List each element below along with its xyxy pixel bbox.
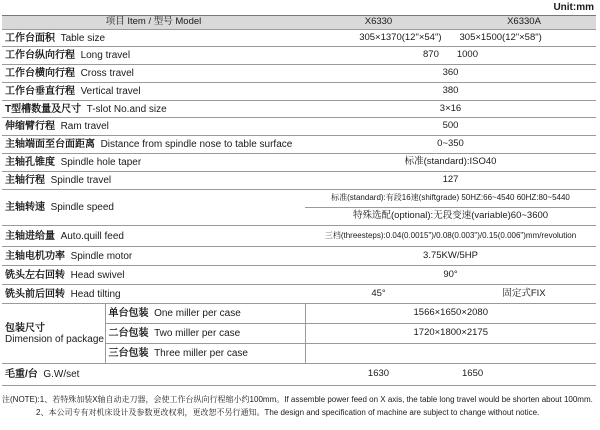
row-value: 1720×1800×2175 — [305, 324, 596, 344]
package-sub-label: 单台包装 One miller per case — [105, 304, 305, 324]
row-label: 工作台横向行程 Cross travel — [2, 65, 305, 83]
table-row — [2, 172, 596, 190]
row-label: 主轴孔锥度 Spindle hole taper — [2, 154, 305, 172]
table-row — [2, 118, 596, 136]
row-value: 90° — [305, 266, 596, 285]
row-value: 305×1370(12"×54") 305×1500(12"×58") — [305, 30, 596, 47]
row-value: 三档(threesteps):0.04(0.0015")/0.08(0.003")/0.15(0.006")mm/revolution — [305, 226, 596, 247]
row-label: 主轴行程 Spindle travel — [2, 172, 305, 190]
row-label: 铣头前后回转 Head tilting — [2, 285, 305, 304]
row-value: 固定式FIX — [452, 285, 596, 304]
row-value: 500 — [305, 118, 596, 136]
row-value: 3×16 — [305, 101, 596, 118]
notes — [2, 393, 596, 419]
table-row — [2, 136, 596, 154]
table-row — [2, 285, 596, 304]
row-label: 工作台面积 Table size — [2, 30, 305, 47]
header-model-2: X6330A — [452, 16, 596, 30]
table-row — [2, 83, 596, 101]
table-row — [2, 65, 596, 83]
table-row — [2, 101, 596, 118]
table-row — [2, 190, 596, 208]
header-item: 项目 Item / 型号 Model — [2, 16, 305, 30]
row-value: 0~350 — [305, 136, 596, 154]
table-row — [2, 30, 596, 47]
table-row — [2, 304, 596, 324]
row-label: 主轴进给量 Auto.quill feed — [2, 226, 305, 247]
note-1: 注(NOTE):1、若特殊加装X轴自动走刀器，会使工作台纵向行程缩小约100mm。If assemble power feed on X axis, the table long travel would be shorten about 100mm. — [2, 395, 593, 404]
table-row — [2, 47, 596, 65]
row-value: 1566×1650×2080 — [305, 304, 596, 324]
package-sub-label: 三台包装 Three miller per case — [105, 344, 305, 364]
row-value: 1650 — [452, 364, 596, 386]
row-label: 主轴端面至台面距离 Distance from spindle nose to table surface — [2, 136, 305, 154]
row-label: 主轴电机功率 Spindle motor — [2, 247, 305, 266]
row-value: 特殊选配(optional):无段变速(variable)60~3600 — [305, 208, 596, 226]
spec-table — [2, 15, 596, 386]
header-model-1: X6330 — [305, 16, 452, 30]
row-label: 铣头左右回转 Head swivel — [2, 266, 305, 285]
row-value: 870 1000 — [305, 47, 596, 65]
header-row — [2, 16, 596, 30]
row-value: 380 — [305, 83, 596, 101]
row-value: 127 — [305, 172, 596, 190]
package-sub-label: 二台包装 Two miller per case — [105, 324, 305, 344]
row-label: 工作台垂直行程 Vertical travel — [2, 83, 305, 101]
table-row — [2, 226, 596, 247]
row-label: 主轴转速 Spindle speed — [2, 190, 305, 226]
unit-label: Unit:mm — [553, 2, 594, 13]
row-value: 1630 — [305, 364, 452, 386]
row-value: 标准(standard):ISO40 — [305, 154, 596, 172]
row-value: 3.75KW/5HP — [305, 247, 596, 266]
row-label: 伸缩臂行程 Ram travel — [2, 118, 305, 136]
row-label: T型槽数量及尺寸 T-slot No.and size — [2, 101, 305, 118]
note-2: 2、本公司专有对机床设计及参数更改权利，更改恕不另行通知。The design and specification of machine are subject to change without notice. — [36, 408, 540, 417]
row-label: 毛重/台 G.W/set — [2, 364, 305, 386]
row-value: 45° — [305, 285, 452, 304]
row-value: 360 — [305, 65, 596, 83]
table-row — [2, 364, 596, 386]
table-row — [2, 247, 596, 266]
row-label: 工作台纵向行程 Long travel — [2, 47, 305, 65]
row-value — [305, 344, 596, 364]
table-row — [2, 266, 596, 285]
row-value: 标准(standard):有段16速(shiftgrade) 50HZ:66~4540 60HZ:80~5440 — [305, 190, 596, 208]
table-row — [2, 154, 596, 172]
package-label: 包装尺寸 Dimension of package — [2, 304, 105, 364]
